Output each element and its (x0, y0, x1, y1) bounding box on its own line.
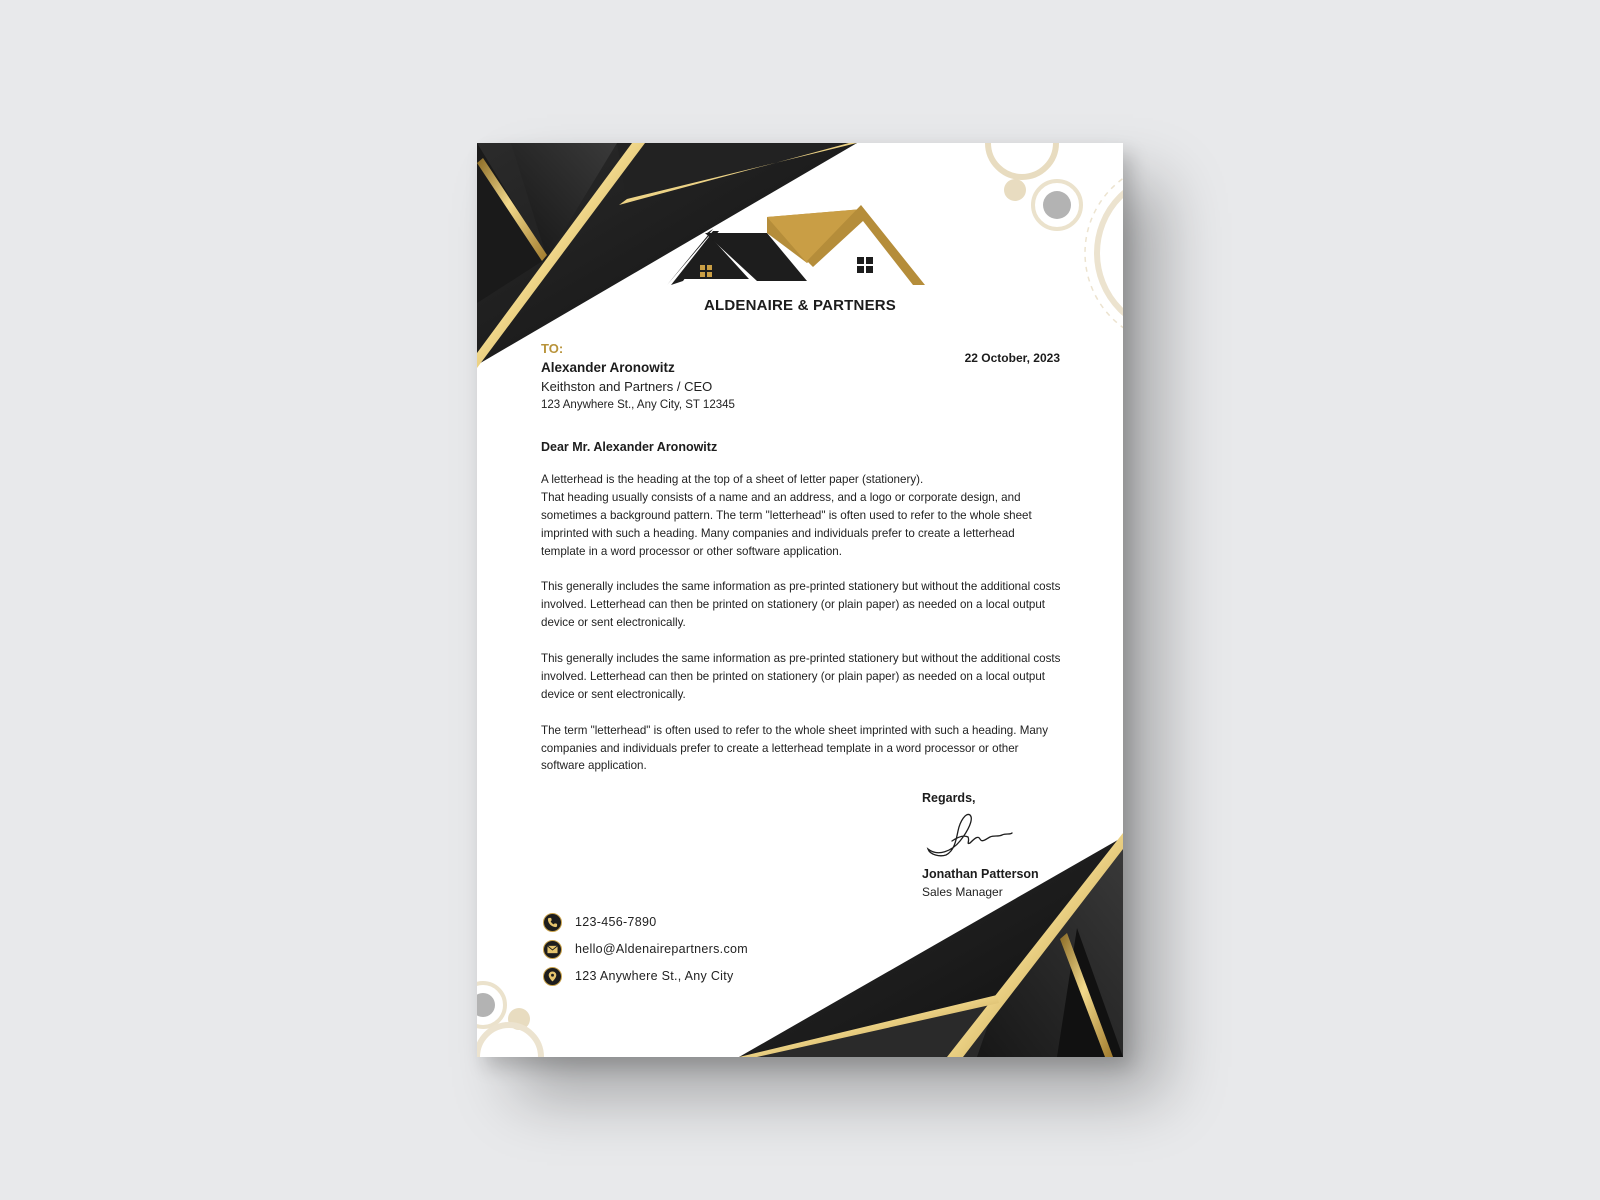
to-label: TO: (541, 341, 564, 356)
closing-regards: Regards, (922, 791, 976, 805)
salutation: Dear Mr. Alexander Aronowitz (541, 440, 718, 454)
letter-date: 22 October, 2023 (964, 351, 1060, 365)
signature-image (924, 811, 1019, 857)
contact-email (543, 938, 748, 960)
body-paragraph-4: The term "letterhead" is often used to refer to the whole sheet imprinted with such a heading. Many companies and individuals prefer to create a letterhead template in a word processor or other software application. (541, 723, 1049, 773)
contact-address-text: 123 Anywhere St., Any City (575, 969, 734, 983)
email-icon (543, 940, 562, 959)
company-name: ALDENAIRE & PARTNERS (703, 297, 897, 314)
phone-icon (543, 913, 562, 932)
recipient-company-title: Keithston and Partners / CEO (541, 379, 713, 394)
house-roof-logo-icon (667, 205, 927, 287)
contact-phone (543, 911, 656, 933)
contact-email-text: hello@Aldenairepartners.com (575, 942, 748, 956)
body-paragraph-1: A letterhead is the heading at the top of a sheet of letter paper (stationery). That heading usually consists of a name and an address, and a logo or corporate design, and sometimes a background pattern. The term "letterhead" is often used to refer to the whole sheet imprinted with such a heading. Many companies and individuals prefer to create a letterhead template in a word processor or other software application. (541, 473, 1032, 558)
contact-phone-text: 123-456-7890 (575, 915, 657, 929)
body-paragraph-3: This generally includes the same information as pre-printed stationery but without the additional costs involved. Letterhead can then be printed on stationery (or plain paper) as needed on a local output device or sent electronically. (541, 652, 1061, 701)
signer-title: Sales Manager (922, 885, 1003, 899)
letter-body (541, 471, 1061, 793)
signer-name: Jonathan Patterson (922, 867, 1039, 881)
location-pin-icon (543, 967, 562, 986)
body-paragraph-2: This generally includes the same information as pre-printed stationery but without the additional costs involved. Letterhead can then be printed on stationery (or plain paper) as needed on a local output device or sent electronically. (541, 580, 1061, 630)
recipient-name: Alexander Aronowitz (541, 360, 675, 375)
recipient-address: 123 Anywhere St., Any City, ST 12345 (541, 399, 735, 411)
contact-address (543, 965, 734, 987)
letterhead-page (477, 143, 1123, 1057)
